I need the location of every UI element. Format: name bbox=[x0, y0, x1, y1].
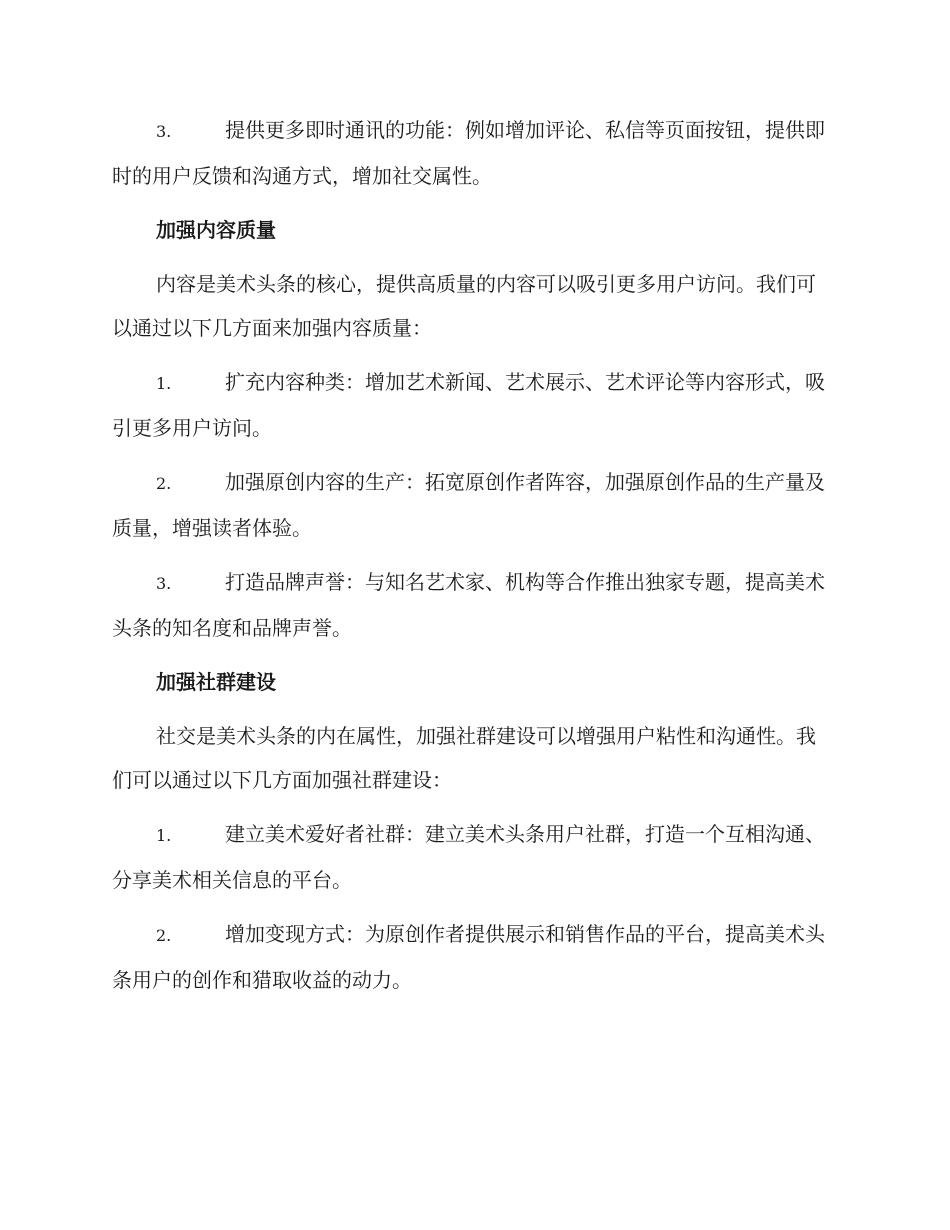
list-text: 提供更多即时通讯的功能：例如增加评论、私信等页面按钮，提供即时的用户反馈和沟通方式，增加社交属性。 bbox=[112, 118, 825, 188]
list-item bbox=[112, 460, 832, 550]
list-number: 1. bbox=[156, 826, 172, 845]
list-number: 2. bbox=[156, 926, 172, 945]
list-item bbox=[112, 108, 832, 198]
list-number: 3. bbox=[156, 574, 172, 593]
list-item bbox=[112, 912, 832, 1002]
list-item bbox=[112, 360, 832, 450]
list-text: 扩充内容种类：增加艺术新闻、艺术展示、艺术评论等内容形式，吸引更多用户访问。 bbox=[112, 370, 825, 440]
list-text: 建立美术爱好者社群：建立美术头条用户社群，打造一个互相沟通、分享美术相关信息的平台。 bbox=[112, 822, 825, 892]
list-number: 2. bbox=[156, 474, 172, 493]
section-heading: 加强社群建设 bbox=[156, 670, 276, 694]
list-number: 1. bbox=[156, 374, 172, 393]
list-text: 打造品牌声誉：与知名艺术家、机构等合作推出独家专题，提高美术头条的知名度和品牌声誉。 bbox=[112, 570, 825, 640]
list-text: 加强原创内容的生产：拓宽原创作者阵容，加强原创作品的生产量及质量，增强读者体验。 bbox=[112, 470, 825, 540]
paragraph: 内容是美术头条的核心，提供高质量的内容可以吸引更多用户访问。我们可以通过以下几方面来加强内容质量： bbox=[112, 272, 816, 340]
section-heading: 加强内容质量 bbox=[156, 218, 276, 242]
list-number: 3. bbox=[156, 122, 172, 141]
list-text: 增加变现方式：为原创作者提供展示和销售作品的平台，提高美术头条用户的创作和猎取收益的动力。 bbox=[112, 922, 825, 992]
paragraph: 社交是美术头条的内在属性，加强社群建设可以增强用户粘性和沟通性。我们可以通过以下几方面加强社群建设： bbox=[112, 724, 816, 792]
list-item bbox=[112, 812, 832, 902]
list-item bbox=[112, 560, 832, 650]
